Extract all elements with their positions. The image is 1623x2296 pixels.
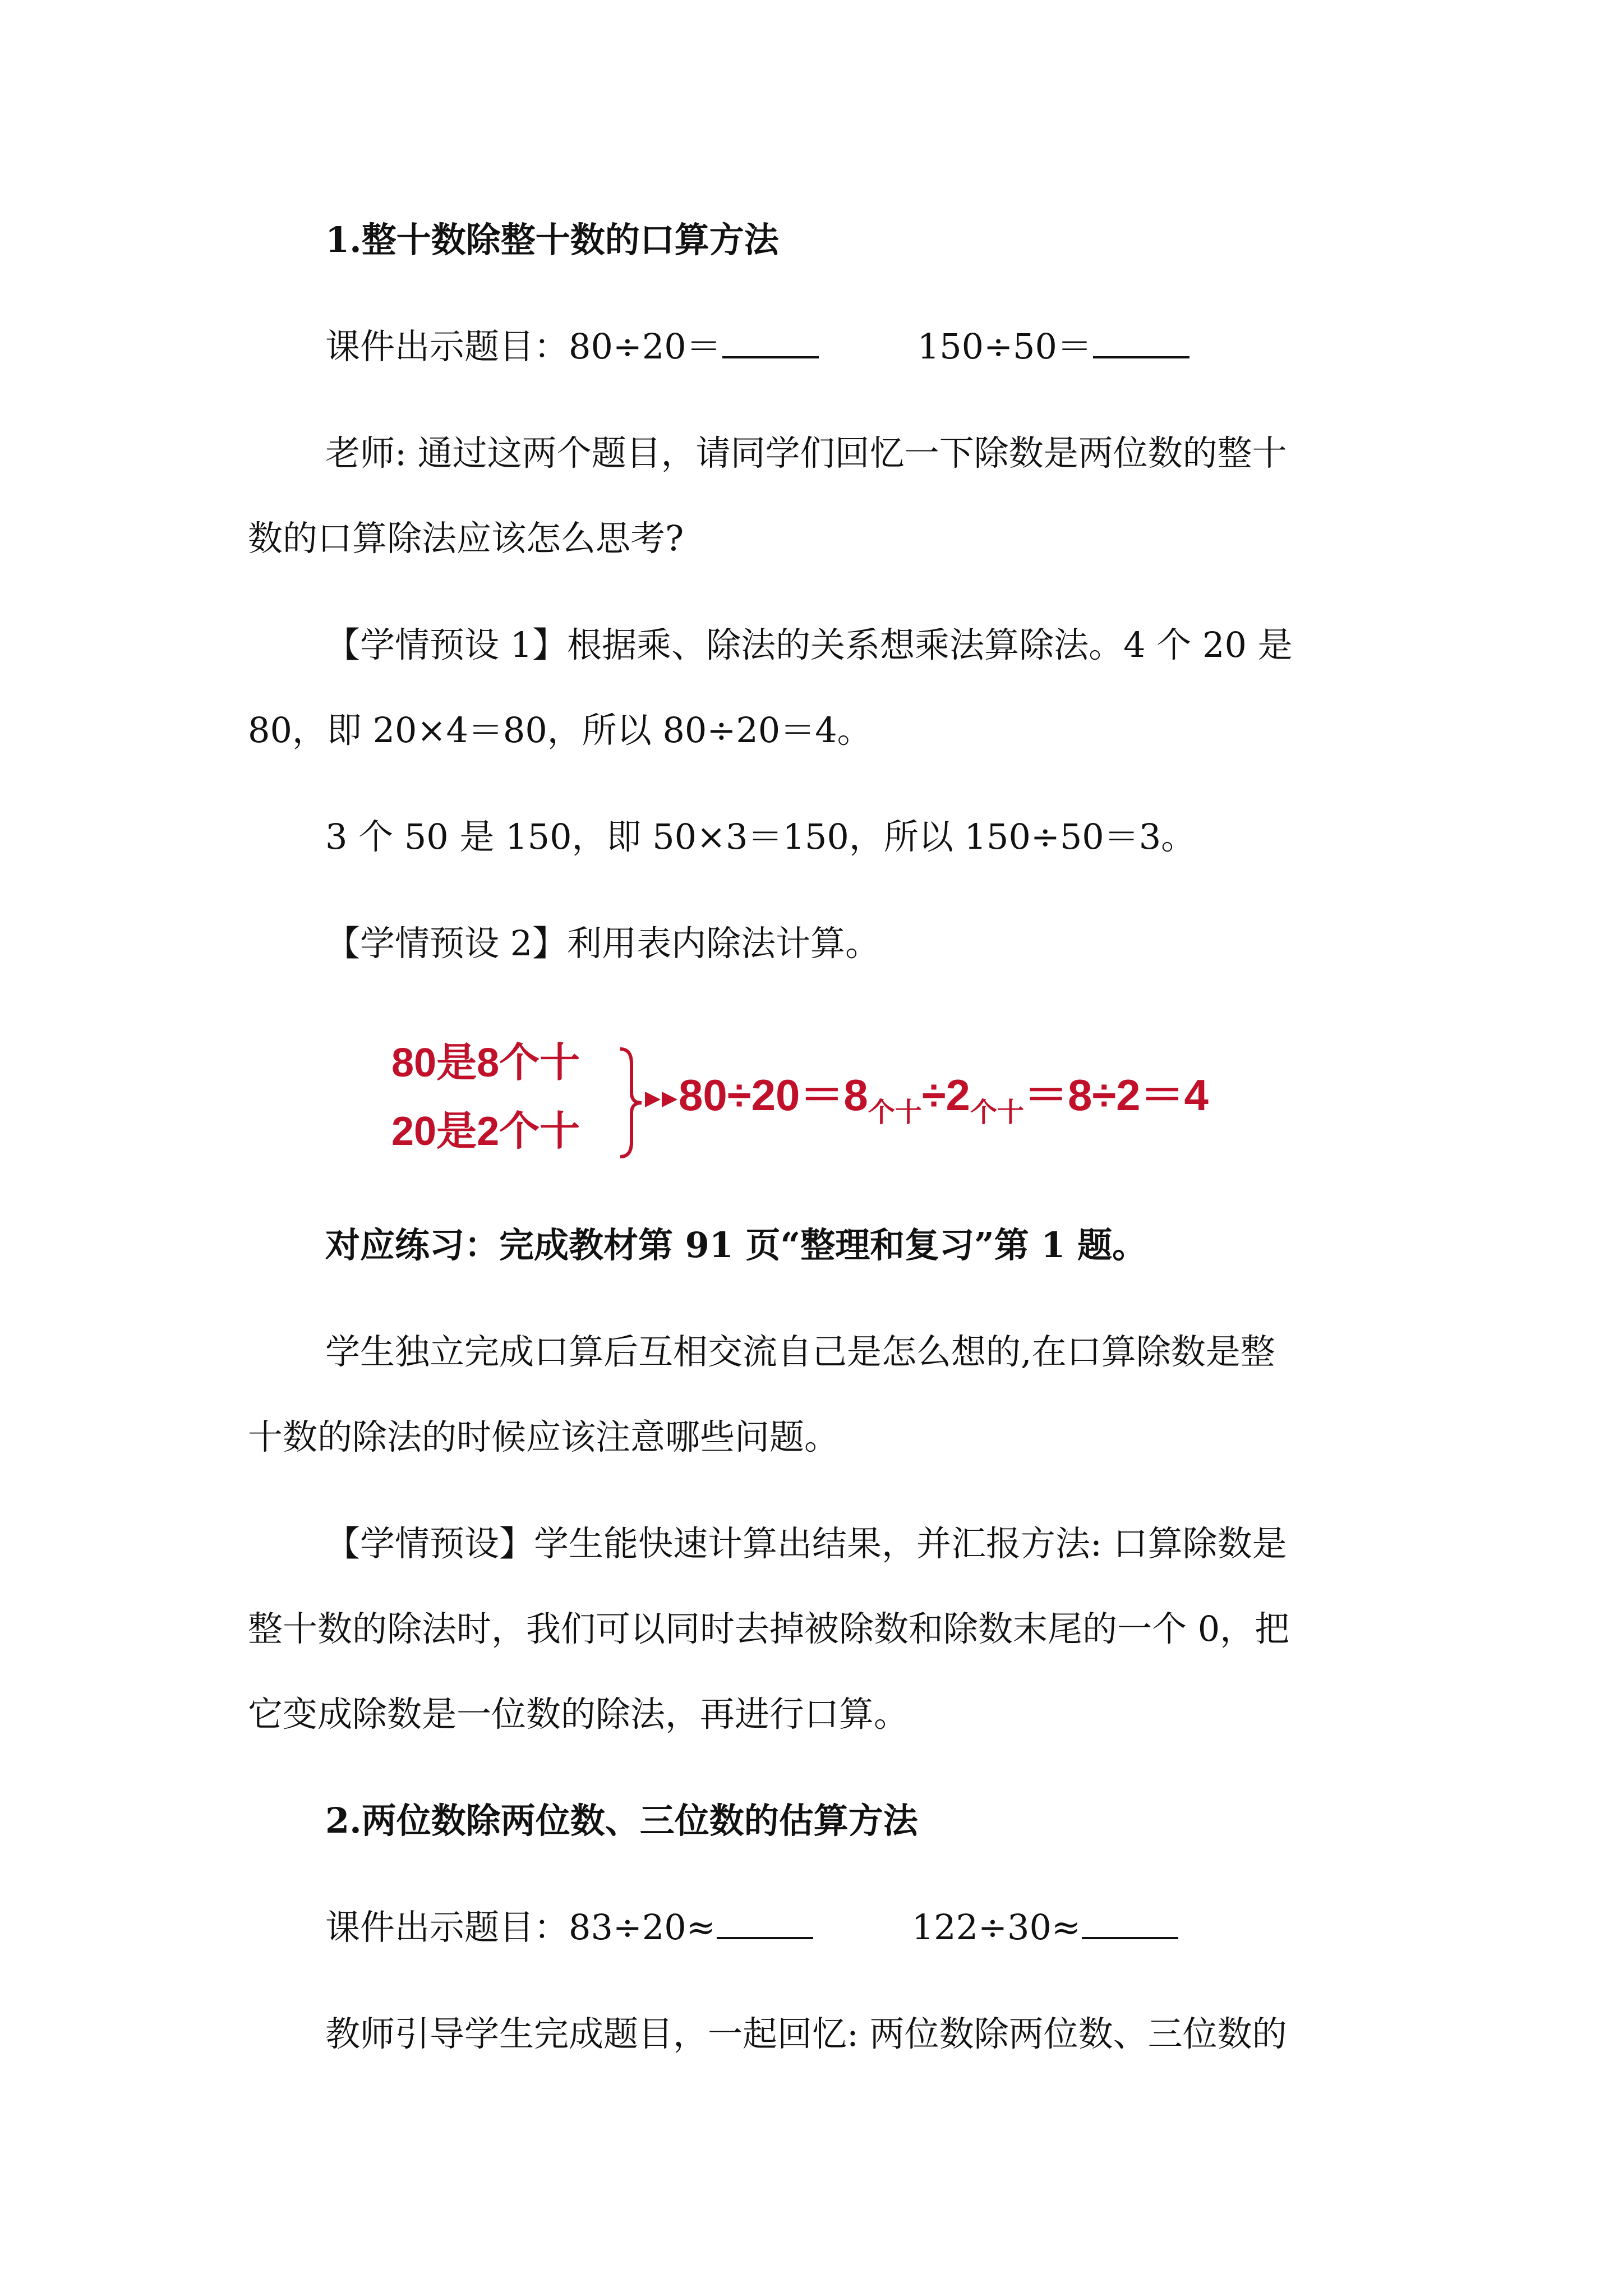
students-line-1: 学生独立完成口算后互相交流自己是怎么想的,在口算除数是整 [325, 1331, 1275, 1372]
students-line-2: 十数的除法的时候应该注意哪些问题。 [248, 1416, 840, 1457]
task-2-question-1: 83÷20≈ [569, 1907, 716, 1948]
diagram-equation [679, 1067, 1209, 1141]
equation-part-c: ＝8÷2＝4 [1023, 1070, 1209, 1120]
section-1-heading: 1.整十数除整十数的口算方法 [325, 219, 779, 260]
answer-blank [1093, 324, 1189, 358]
double-arrow-icon [644, 1088, 683, 1111]
teacher-line-2: 数的口算除法应该怎么思考? [248, 518, 684, 559]
task-1-line [325, 321, 1189, 372]
task-2-prefix: 课件出示题目： [325, 1907, 569, 1948]
diagram-row-2: 20是2个十 [391, 1109, 580, 1154]
preset-1-line-1: 【学情预设 1】根据乘、除法的关系想乘法算除法。4 个 20 是 [325, 624, 1293, 665]
preset-2-line-1: 【学情预设 2】利用表内除法计算。 [325, 923, 880, 964]
task-1-question-2: 150÷50＝ [917, 326, 1092, 367]
equation-part-b: ÷2 [921, 1070, 970, 1120]
preset-3-line-3: 它变成除数是一位数的除法，再进行口算。 [248, 1694, 909, 1734]
answer-blank [1082, 1904, 1178, 1939]
task-2-line [325, 1902, 1178, 1953]
task-2-question-2: 122÷30≈ [911, 1907, 1081, 1948]
practice-line: 对应练习：完成教材第 91 页“整理和复习”第 1 题。 [325, 1225, 1147, 1266]
unit-label: 个十 [868, 1098, 922, 1128]
equation-part-a: 80÷20＝8 [679, 1070, 868, 1120]
answer-blank [722, 324, 819, 358]
division-diagram [391, 1038, 1345, 1167]
task-1-question-1: 80÷20＝ [569, 326, 721, 367]
task-1-prefix: 课件出示题目： [325, 326, 569, 367]
unit-label: 个十 [970, 1098, 1024, 1128]
section-2-heading: 2.两位数除两位数、三位数的估算方法 [325, 1800, 918, 1841]
preset-1-line-3: 3 个 50 是 150，即 50×3＝150，所以 150÷50＝3。 [325, 816, 1196, 857]
preset-3-line-1: 【学情预设】学生能快速计算出结果，并汇报方法: 口算除数是 [325, 1523, 1287, 1564]
guide-line-1: 教师引导学生完成题目，一起回忆: 两位数除两位数、三位数的 [325, 2013, 1287, 2054]
brace-icon [617, 1047, 645, 1159]
diagram-row-1: 80是8个十 [391, 1041, 580, 1085]
preset-3-line-2: 整十数的除法时，我们可以同时去掉被除数和除数末尾的一个 0，把 [248, 1608, 1290, 1649]
answer-blank [717, 1904, 813, 1939]
preset-1-line-2: 80，即 20×4＝80，所以 80÷20＝4。 [248, 710, 872, 751]
teacher-line-1: 老师: 通过这两个题目，请同学们回忆一下除数是两位数的整十 [325, 432, 1287, 473]
